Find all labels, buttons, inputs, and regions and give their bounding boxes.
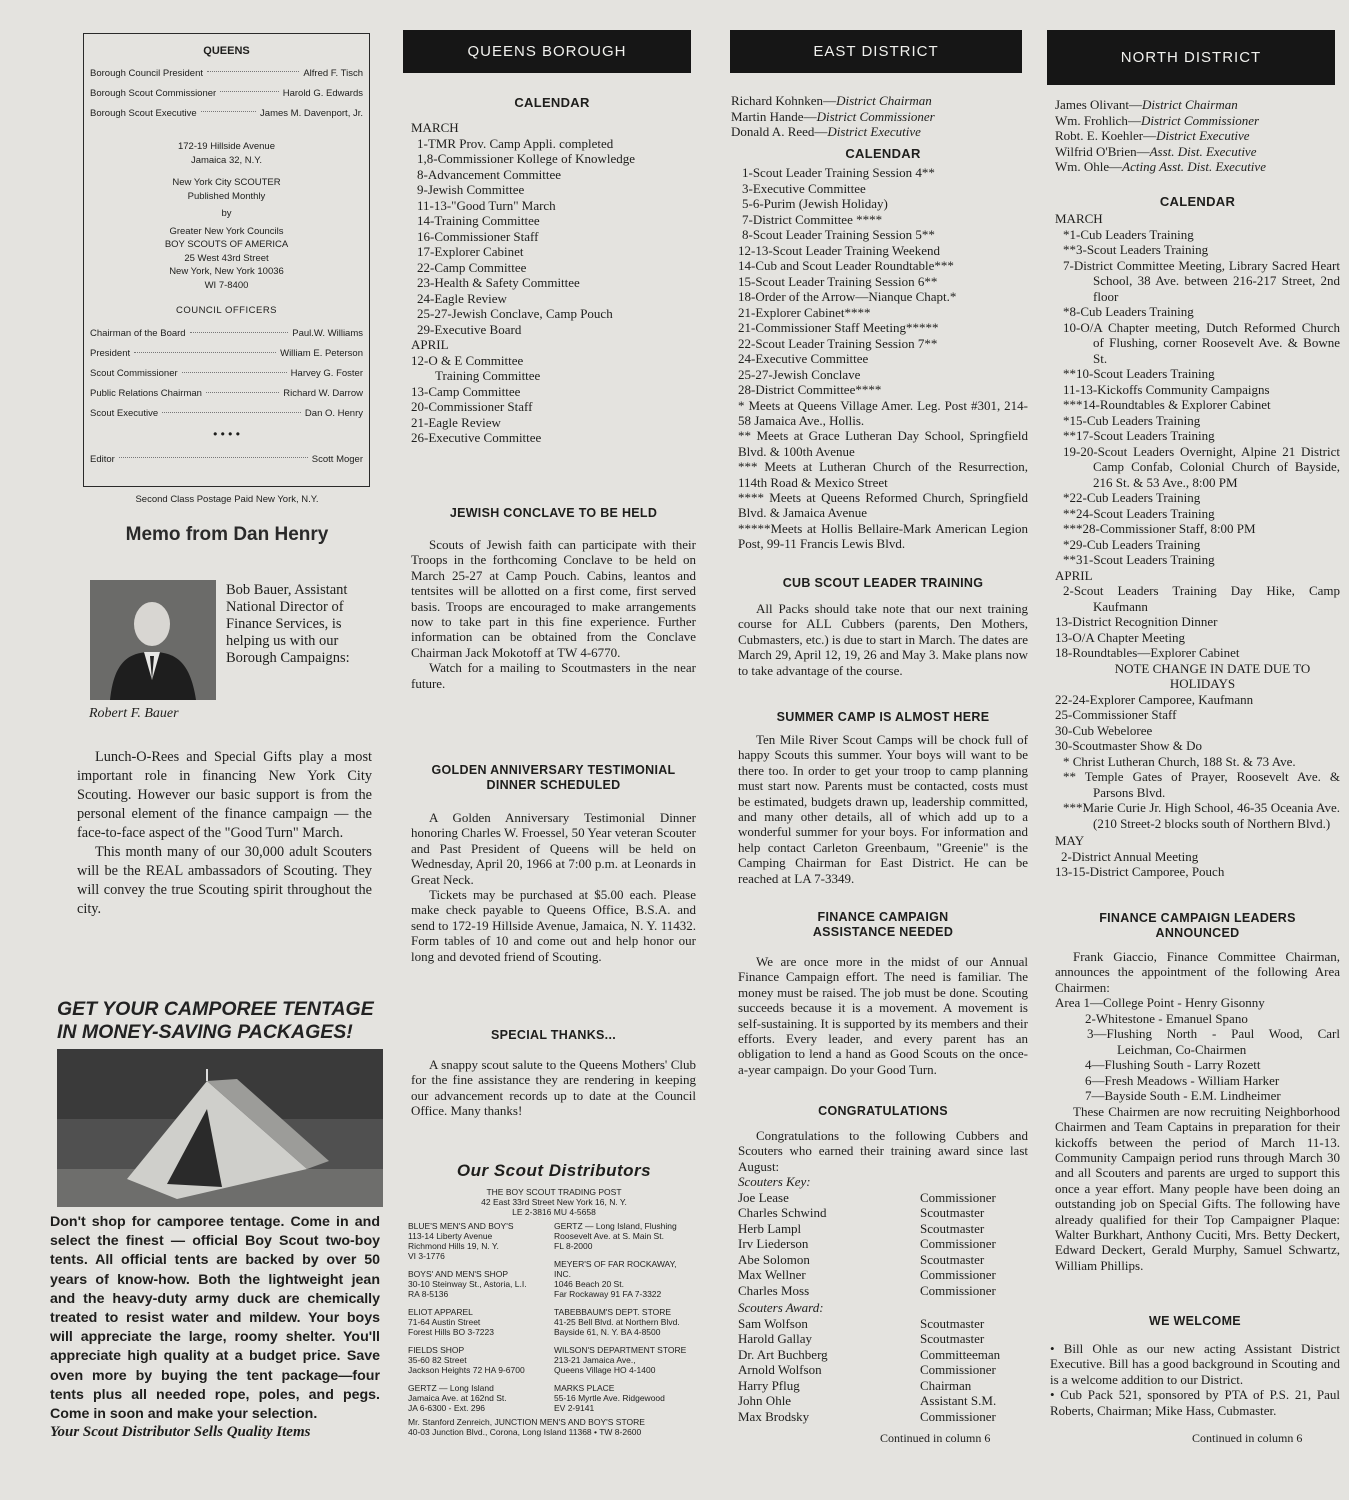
month-label: MARCH	[1055, 211, 1103, 226]
photo-caption: Robert F. Bauer	[89, 706, 179, 721]
scout-distributors	[408, 1161, 700, 1437]
list-item: 25-27-Jewish Conclave, Camp Pouch	[417, 306, 613, 321]
list-item: Area 1—College Point - Henry Gisonny	[1055, 995, 1265, 1011]
distributor-entry: THE BOY SCOUT TRADING POST 42 East 33rd Street New York 16, N. Y. LE 2-3816 MU 4-5658	[481, 1187, 627, 1217]
list-item: 19-20-Scout Leaders Overnight, Alpine 21 District Camp Confab, Colonial Church of Bayside, 216 St. & 53 Ave., 8:00 PM	[1063, 443, 1340, 490]
article-title: SPECIAL THANKS...	[490, 1028, 617, 1042]
staff-line: Wm. Frohlich—District Commissioner	[1055, 112, 1260, 128]
list-item: 13-Camp Committee	[411, 383, 521, 399]
award-row: Irv Liederson Commissioner	[738, 1236, 996, 1252]
footnote: **** Meets at Queens Reformed Church, Springfield Blvd. & Jamaica Avenue	[738, 489, 1028, 521]
list-item: 24-Eagle Review	[417, 290, 507, 306]
list-item: 25-27-Jewish Conclave	[738, 366, 861, 382]
list-item: 16-Commissioner Staff	[417, 228, 539, 244]
jewish-conclave-article	[411, 506, 696, 691]
march-list	[411, 136, 693, 338]
queens-borough-header: QUEENS BOROUGH	[403, 30, 691, 73]
article-paragraph: Frank Giaccio, Finance Committee Chairman, announces the appointment of the following Area Chairmen:	[1055, 949, 1340, 995]
award-row: Charles Schwind Scoutmaster	[738, 1205, 985, 1221]
north-calendar	[1055, 194, 1340, 880]
distributor-list-right: GERTZ — Long Island, Flushing Roosevelt Ave. at S. Main St. FL 8-2000 MEYER'S OF FAR ROCKAWAY, INC. 1046 Beach 20 St. Far Rockaway 91 FA 7-3322 TABEBBAUM'S DEPT. STORE 41-25 Bell Blvd. at Northern Blvd. Bayside 61, N. Y. BA 4-8500 WILSON'S DEPARTMENT STORE 213-21 Jamaica Ave., Queens Village HO 4-1400 MARKS PLACE 55-16 Myrtle Ave. Ridgewood EV 2-9141	[554, 1221, 687, 1413]
article-paragraph: A snappy scout salute to the Queens Mothers' Club for the fine assistance they are rendering in keeping our advancement records up to date at the Council Office. Many thanks!	[411, 1057, 696, 1119]
list-item: *15-Cub Leaders Training	[1063, 412, 1201, 428]
distributors-title: Our Scout Distributors	[456, 1161, 652, 1180]
calendar-title: CALENDAR	[845, 146, 921, 161]
month-label: APRIL	[1055, 567, 1093, 583]
council-officers-title: COUNCIL OFFICERS	[175, 305, 278, 316]
footnote: *** Meets at Lutheran Church of the Resurrection, 114th Road & Mexico Street	[738, 459, 1028, 490]
award-row: Dr. Art Buchberg Committeeman	[738, 1346, 1001, 1362]
list-item: 1-TMR Prov. Camp Appli. completed	[417, 135, 614, 151]
officer-row: Scout Commissioner Harvey G. Foster	[90, 368, 363, 379]
officer-row: Borough Scout Commissioner Harold G. Edwards	[90, 87, 363, 99]
list-item: 15-Scout Leader Training Session 6**	[738, 273, 938, 289]
congratulations-article	[738, 1104, 1028, 1424]
list-item: 18-Order of the Arrow—Nianque Chapt.*	[738, 289, 957, 304]
continued-note: Continued in column 6	[880, 1431, 991, 1445]
list-item: 1,8-Commissioner Kollege of Knowledge	[417, 151, 636, 166]
list-item: 2-Scout Leaders Training Day Hike, Camp Kaufmann	[1063, 583, 1340, 614]
calendar-list	[738, 165, 1028, 398]
list-item: 13-District Recognition Dinner	[1055, 614, 1218, 629]
finance-leaders-article	[1055, 911, 1340, 1273]
award-row: Abe Solomon Scoutmaster	[738, 1251, 985, 1267]
article-title: GOLDEN ANNIVERSARY TESTIMONIAL DINNER SCHEDULED	[431, 763, 676, 792]
robert-bauer-photo	[90, 580, 216, 700]
north-district-header: NORTH DISTRICT	[1047, 30, 1335, 85]
month-label: MARCH	[411, 120, 459, 135]
list-item: 10-O/A Chapter meeting, Dutch Reformed Church of Flushing, corner Roosevelt Ave. & Bowne St.	[1063, 319, 1340, 366]
memo-body	[77, 748, 372, 919]
separator-dots: • • • •	[213, 426, 240, 441]
location-note: * Christ Lutheran Church, 188 St. & 73 Ave.	[1063, 753, 1296, 769]
list-item: 2-Whitestone - Emanuel Spano	[1085, 1010, 1248, 1026]
article-title: CUB SCOUT LEADER TRAINING	[782, 576, 984, 590]
we-welcome-article	[1050, 1314, 1340, 1418]
list-item: 22-24-Explorer Camporee, Kaufmann	[1055, 691, 1254, 707]
footnote: * Meets at Queens Village Amer. Leg. Post #301, 214-58 Jamaica Ave., Hollis.	[738, 397, 1028, 428]
area-list	[1055, 995, 1340, 1104]
list-item: **3-Scout Leaders Training	[1063, 242, 1209, 257]
east-calendar	[738, 146, 1028, 552]
article-paragraph: All Packs should take note that our next training course for ALL Cubbers (parents, Den Mothers, Cubmasters, etc.) is due to start in March. The dates are March 29, April 12, 19, 26 and May 3. Make plans now to take advantage of the course.	[738, 601, 1028, 678]
list-item: 14-Cub and Scout Leader Roundtable***	[738, 258, 954, 273]
golden-anniversary-article	[411, 763, 696, 964]
list-item: 2-District Annual Meeting	[1061, 848, 1199, 864]
masthead-title: QUEENS	[203, 45, 250, 57]
list-item: 12-O & E Committee	[411, 352, 524, 368]
distributor-entry: Mr. Stanford Zenreich, JUNCTION MEN'S AND BOY'S STORE 40-03 Junction Blvd., Corona, Long Island 11368 • TW 8-2600	[408, 1417, 645, 1437]
list-item: 22-Camp Committee	[417, 259, 527, 275]
list-item: 13-15-District Camporee, Pouch	[1055, 864, 1225, 879]
award-row: Harry Pflug Chairman	[738, 1377, 972, 1393]
list-item: 1-Scout Leader Training Session 4**	[742, 165, 935, 180]
tent-icon	[57, 1049, 383, 1207]
officer-row: Scout Executive Dan O. Henry	[90, 408, 363, 419]
staff-line: Wilfrid O'Brien—Asst. Dist. Executive	[1055, 143, 1257, 159]
staff-line: Donald A. Reed—District Executive	[731, 124, 921, 139]
list-item: 21-Commissioner Staff Meeting*****	[738, 320, 939, 335]
article-paragraph: Watch for a mailing to Scoutmasters in the near future.	[411, 660, 696, 691]
award-row: Sam Wolfson Scoutmaster	[738, 1315, 985, 1331]
award-label: Scouters Award:	[738, 1300, 824, 1316]
portrait-icon	[90, 580, 216, 700]
april-list	[411, 353, 693, 446]
list-item: ***28-Commissioner Staff, 8:00 PM	[1063, 521, 1256, 536]
award-row: Arnold Wolfson Commissioner	[738, 1362, 996, 1378]
award-row: Charles Moss Commissioner	[738, 1282, 996, 1298]
list-item: 11-13-"Good Turn" March	[417, 197, 556, 213]
staff-line: Richard Kohnken—District Chairman	[731, 93, 932, 108]
article-title: WE WELCOME	[1149, 1314, 1241, 1328]
footnote: ** Meets at Grace Lutheran Day School, Springfield Blvd. & 100th Avenue	[738, 428, 1028, 459]
queens-calendar	[411, 95, 693, 446]
list-item: 21-Eagle Review	[411, 414, 501, 430]
list-item: 29-Executive Board	[417, 321, 522, 337]
distributor-columns	[408, 1221, 700, 1413]
officer-row: Borough Scout Executive James M. Davenport, Jr.	[90, 107, 363, 119]
officer-row: Public Relations Chairman Richard W. Darrow	[90, 388, 363, 399]
list-item: *1-Cub Leaders Training	[1063, 226, 1194, 242]
masthead-publication: New York City SCOUTER Published Monthly by	[172, 177, 281, 219]
article-title: FINANCE CAMPAIGN LEADERS ANNOUNCED	[1099, 911, 1296, 940]
article-title: CONGRATULATIONS	[818, 1104, 948, 1118]
list-item: *29-Cub Leaders Training	[1063, 536, 1201, 552]
article-paragraph: Tickets may be purchased at $5.00 each. Please make check payable to Queens Office, B.S.A. and send to 172-19 Hillside Avenue, Jamaica, N. Y. 11432. Form tables of 10 and come out and help honor our long and devoted friend of Scouting.	[411, 887, 696, 964]
list-item: **10-Scout Leaders Training	[1063, 366, 1215, 381]
list-item: 9-Jewish Committee	[417, 182, 525, 197]
list-item: 24-Executive Committee	[738, 351, 869, 366]
list-item: 18-Roundtables—Explorer Cabinet	[1055, 645, 1240, 660]
officer-row: Chairman of the Board Paul.W. Williams	[90, 328, 363, 339]
list-item: 12-13-Scout Leader Training Weekend	[738, 242, 940, 258]
march-list	[1055, 227, 1340, 568]
list-item: 7-District Committee ****	[742, 211, 883, 227]
month-label: APRIL	[411, 337, 449, 352]
list-item: 17-Explorer Cabinet	[417, 244, 524, 259]
article-paragraph: Ten Mile River Scout Camps will be chock full of happy Scouts this summer. Your boys will want to be there too. In order to get your troop to camp planning must start now. Parents must be contacted, costs must be estimated, budgets drawn up, leadership committed, and many other details, all of which add up to a wonderful summer for your boys. For information and help contact Carleton Greenbaum, "Greenie" is the Camping Chairman for East District. He can be reached at LA 7-3349.	[738, 732, 1028, 886]
memo-paragraph: Lunch-O-Rees and Special Gifts play a most important role in financing New York City Scouting. However our basic support is from the personal element of the finance campaign — the face-to-face aspect of the "Good Turn" March.	[77, 749, 372, 841]
footnote: *****Meets at Hollis Bellaire-Mark American Legion Post, 99-11 Francis Lewis Blvd.	[738, 520, 1028, 552]
special-thanks-article	[411, 1028, 696, 1119]
council-officers	[84, 324, 369, 424]
list-item: 3-Executive Committee	[742, 180, 866, 196]
list-item: 20-Commissioner Staff	[411, 399, 533, 414]
masthead-address: 172-19 Hillside Avenue Jamaica 32, N.Y.	[177, 141, 275, 166]
award-row: Harold Gallay Scoutmaster	[738, 1331, 985, 1347]
list-item: 6—Fresh Meadows - William Harker	[1085, 1072, 1280, 1088]
summer-camp-article	[738, 710, 1028, 886]
ad-headline: GET YOUR CAMPOREE TENTAGE IN MONEY-SAVING PACKAGES!	[57, 998, 374, 1043]
ad-body: Don't shop for camporee tentage. Come in and select the finest — official Boy Scout two-boy tents. All official tents are backed by over 50 years of know-how. Both the lightweight jean and the heavy-duty army duck are chemically treated to resist water and mildew. Your boys will appreciate the large, roomy shelter. You'll appreciate high quality at a budget price. Save oven more by buying the tent package—four tents plus all needed rope, poles, and pegs. Come in soon and make your selection.	[50, 1214, 380, 1423]
key-label: Scouters Key:	[738, 1174, 811, 1190]
east-staff	[731, 93, 1028, 140]
masthead-council: Greater New York Councils BOY SCOUTS OF AMERICA 25 West 43rd Street New York, New York 10036 WI 7-8400	[164, 225, 289, 291]
officer-row: President William E. Peterson	[90, 348, 363, 359]
article-title: SUMMER CAMP IS ALMOST HERE	[776, 710, 990, 724]
list-item: 23-Health & Safety Committee	[417, 275, 580, 290]
award-row: Joe Lease Commissioner	[738, 1189, 996, 1205]
list-item: 3—Flushing North - Paul Wood, Carl Leichman, Co-Chairmen	[1087, 1026, 1340, 1057]
continued-note: Continued in column 6	[1192, 1431, 1303, 1445]
list-item: 4—Flushing South - Larry Rozett	[1085, 1057, 1261, 1073]
list-item: **31-Scout Leaders Training	[1063, 552, 1215, 567]
article-paragraph: • Bill Ohle as our new acting Assistant District Executive. Bill has a good background in Scouting and is a welcome addition to our District.	[1050, 1341, 1340, 1387]
list-item: 21-Explorer Cabinet****	[738, 304, 871, 320]
ad-tagline: Your Scout Distributor Sells Quality Items	[50, 1424, 311, 1440]
list-item: 8-Advancement Committee	[417, 166, 562, 182]
postage-note: Second Class Postage Paid New York, N.Y.	[135, 494, 319, 505]
list-item: 25-Commissioner Staff	[1055, 707, 1177, 722]
article-paragraph: Congratulations to the following Cubbers and Scouters who earned their training award since last August:	[738, 1128, 1028, 1174]
list-item: 30-Scoutmaster Show & Do	[1055, 738, 1202, 753]
east-district-header: EAST DISTRICT	[730, 30, 1022, 73]
article-title: FINANCE CAMPAIGN ASSISTANCE NEEDED	[812, 910, 954, 939]
may-list	[1055, 849, 1340, 880]
article-title: JEWISH CONCLAVE TO BE HELD	[449, 506, 658, 520]
list-item: *8-Cub Leaders Training	[1063, 304, 1194, 319]
cub-training-article	[738, 576, 1028, 678]
list-item: ***14-Roundtables & Explorer Cabinet	[1063, 397, 1271, 412]
tent-photo	[57, 1049, 383, 1207]
award-row: Max Brodsky Commissioner	[738, 1408, 996, 1424]
article-paragraph: We are once more in the midst of our Annual Finance Campaign effort. The need is familiar. The money must be raised. The job must be done. Scouting succeeds because it is a movement. A movement is self-sustaining. It is supported by its members and their efforts. Every leader, and every parent has an obligation to lend a hand as Good Scouts on the once-a-year campaign. Do your Good Turn.	[738, 954, 1028, 1077]
staff-line: Wm. Ohle—Acting Asst. Dist. Executive	[1055, 159, 1266, 174]
memo-paragraph: This month many of our 30,000 adult Scouters will be the REAL ambassadors of Scouting. They will convey the true Scouting spirit throughout the city.	[77, 844, 372, 917]
list-item: 5-6-Purim (Jewish Holiday)	[742, 196, 888, 211]
list-item: Training Committee	[435, 368, 541, 383]
list-item: **24-Scout Leaders Training	[1063, 505, 1215, 521]
north-staff	[1055, 97, 1340, 175]
memo-title: Memo from Dan Henry	[125, 524, 329, 545]
list-item: 14-Training Committee	[417, 213, 540, 228]
masthead-officers-top	[84, 63, 369, 123]
calendar-title: CALENDAR	[1159, 194, 1236, 209]
date-change-note: HOLIDAYS	[1169, 676, 1236, 691]
calendar-footnotes	[738, 398, 1028, 552]
list-item: 11-13-Kickoffs Community Campaigns	[1063, 381, 1270, 397]
award-row: Max Wellner Commissioner	[738, 1267, 996, 1283]
list-item: *22-Cub Leaders Training	[1063, 490, 1201, 505]
masthead-box	[83, 33, 370, 487]
award-row: Herb Lampl Scoutmaster	[738, 1220, 985, 1236]
list-item: **17-Scout Leaders Training	[1063, 428, 1215, 443]
memo-photo-text: Bob Bauer, Assistant National Director of Finance Services, is helping us with our Borough Campaigns:	[226, 582, 350, 666]
officer-row: Borough Council President Alfred F. Tisch	[90, 67, 363, 79]
distributor-list-left: BLUE'S MEN'S AND BOY'S 113-14 Liberty Avenue Richmond Hills 19, N. Y. VI 3-1776 BOYS' AND MEN'S SHOP 30-10 Steinway St., Astoria, L.I. RA 8-5136 ELIOT APPAREL 71-64 Austin Street Forest Hills BO 3-7223 FIELDS SHOP 35-60 82 Street Jackson Heights 72 HA 9-6700 GERTZ — Long Island Jamaica Ave. at 162nd St. JA 6-6300 - Ext. 296	[408, 1221, 527, 1413]
list-item: 30-Cub Webeloree	[1055, 722, 1153, 738]
list-item: 26-Executive Committee	[411, 430, 542, 445]
staff-line: Martin Hande—District Commissioner	[731, 108, 935, 124]
article-paragraph: • Cub Pack 521, sponsored by PTA of P.S. 21, Paul Roberts, Chairman; Mike Hass, Cubmaster.	[1050, 1387, 1340, 1418]
list-item: 13-O/A Chapter Meeting	[1055, 629, 1185, 645]
list-item: 22-Scout Leader Training Session 7**	[738, 335, 938, 351]
editor-row: Editor Scott Moger	[90, 453, 363, 465]
article-paragraph: A Golden Anniversary Testimonial Dinner honoring Charles W. Froessel, 50 Year veteran Scouter and Past President of Queens will be held on Wednesday, April 20, 1966 at 7:00 p.m. at Leonards in Great Neck.	[411, 810, 696, 887]
month-label: MAY	[1055, 833, 1085, 848]
location-note: ** Temple Gates of Prayer, Roosevelt Ave. & Parsons Blvd.	[1063, 769, 1340, 800]
staff-line: James Olivant—District Chairman	[1055, 97, 1238, 112]
article-paragraph: These Chairmen are now recruiting Neighborhood Chairmen and Team Captains in preparation for their kickoffs between the period of March 11-13. Community Campaign period runs through March 30 and all Scouters and parents are urged to support this once a year effort. Many people have been doing an outstanding job on Special Gifts. The following have already qualified for their Top Campaigner Plaque: Walter Burkhart, Anthony Cuciti, Mrs. Betty Deckert, Edward Deckert, Gerald Murphy, Samuel Schwartz, William Phillips.	[1055, 1103, 1340, 1273]
list-item: 28-District Committee****	[738, 382, 882, 397]
list-item: 7—Bayside South - E.M. Lindheimer	[1085, 1088, 1281, 1104]
list-item: 7-District Committee Meeting, Library Sacred Heart School, 38 Ave. between 216-217 Street, 2nd floor	[1063, 257, 1340, 304]
calendar-title: CALENDAR	[514, 95, 590, 110]
staff-line: Robt. E. Koehler—District Executive	[1055, 128, 1250, 143]
april-list	[1055, 583, 1340, 831]
finance-assistance-article	[738, 910, 1028, 1077]
list-item: 8-Scout Leader Training Session 5**	[742, 227, 935, 242]
date-change-note: NOTE CHANGE IN DATE DUE TO	[1114, 660, 1311, 676]
article-paragraph: Scouts of Jewish faith can participate with their Troops in the forthcoming Conclave to be held on March 25-27 at Camp Pouch. Cabins, leantos and tentsites will be allotted on a first come, first served basis. Troops are encouraged to make arrangements now to take part in this fine experience. Further information can be obtained from the Conclave Chairman Jack Mokotoff at TW 4-6770.	[411, 537, 696, 660]
location-note: ***Marie Curie Jr. High School, 46-35 Oceania Ave. (210 Street-2 blocks south of Northern Blvd.)	[1063, 800, 1340, 831]
award-row: John Ohle Assistant S.M.	[738, 1393, 997, 1409]
